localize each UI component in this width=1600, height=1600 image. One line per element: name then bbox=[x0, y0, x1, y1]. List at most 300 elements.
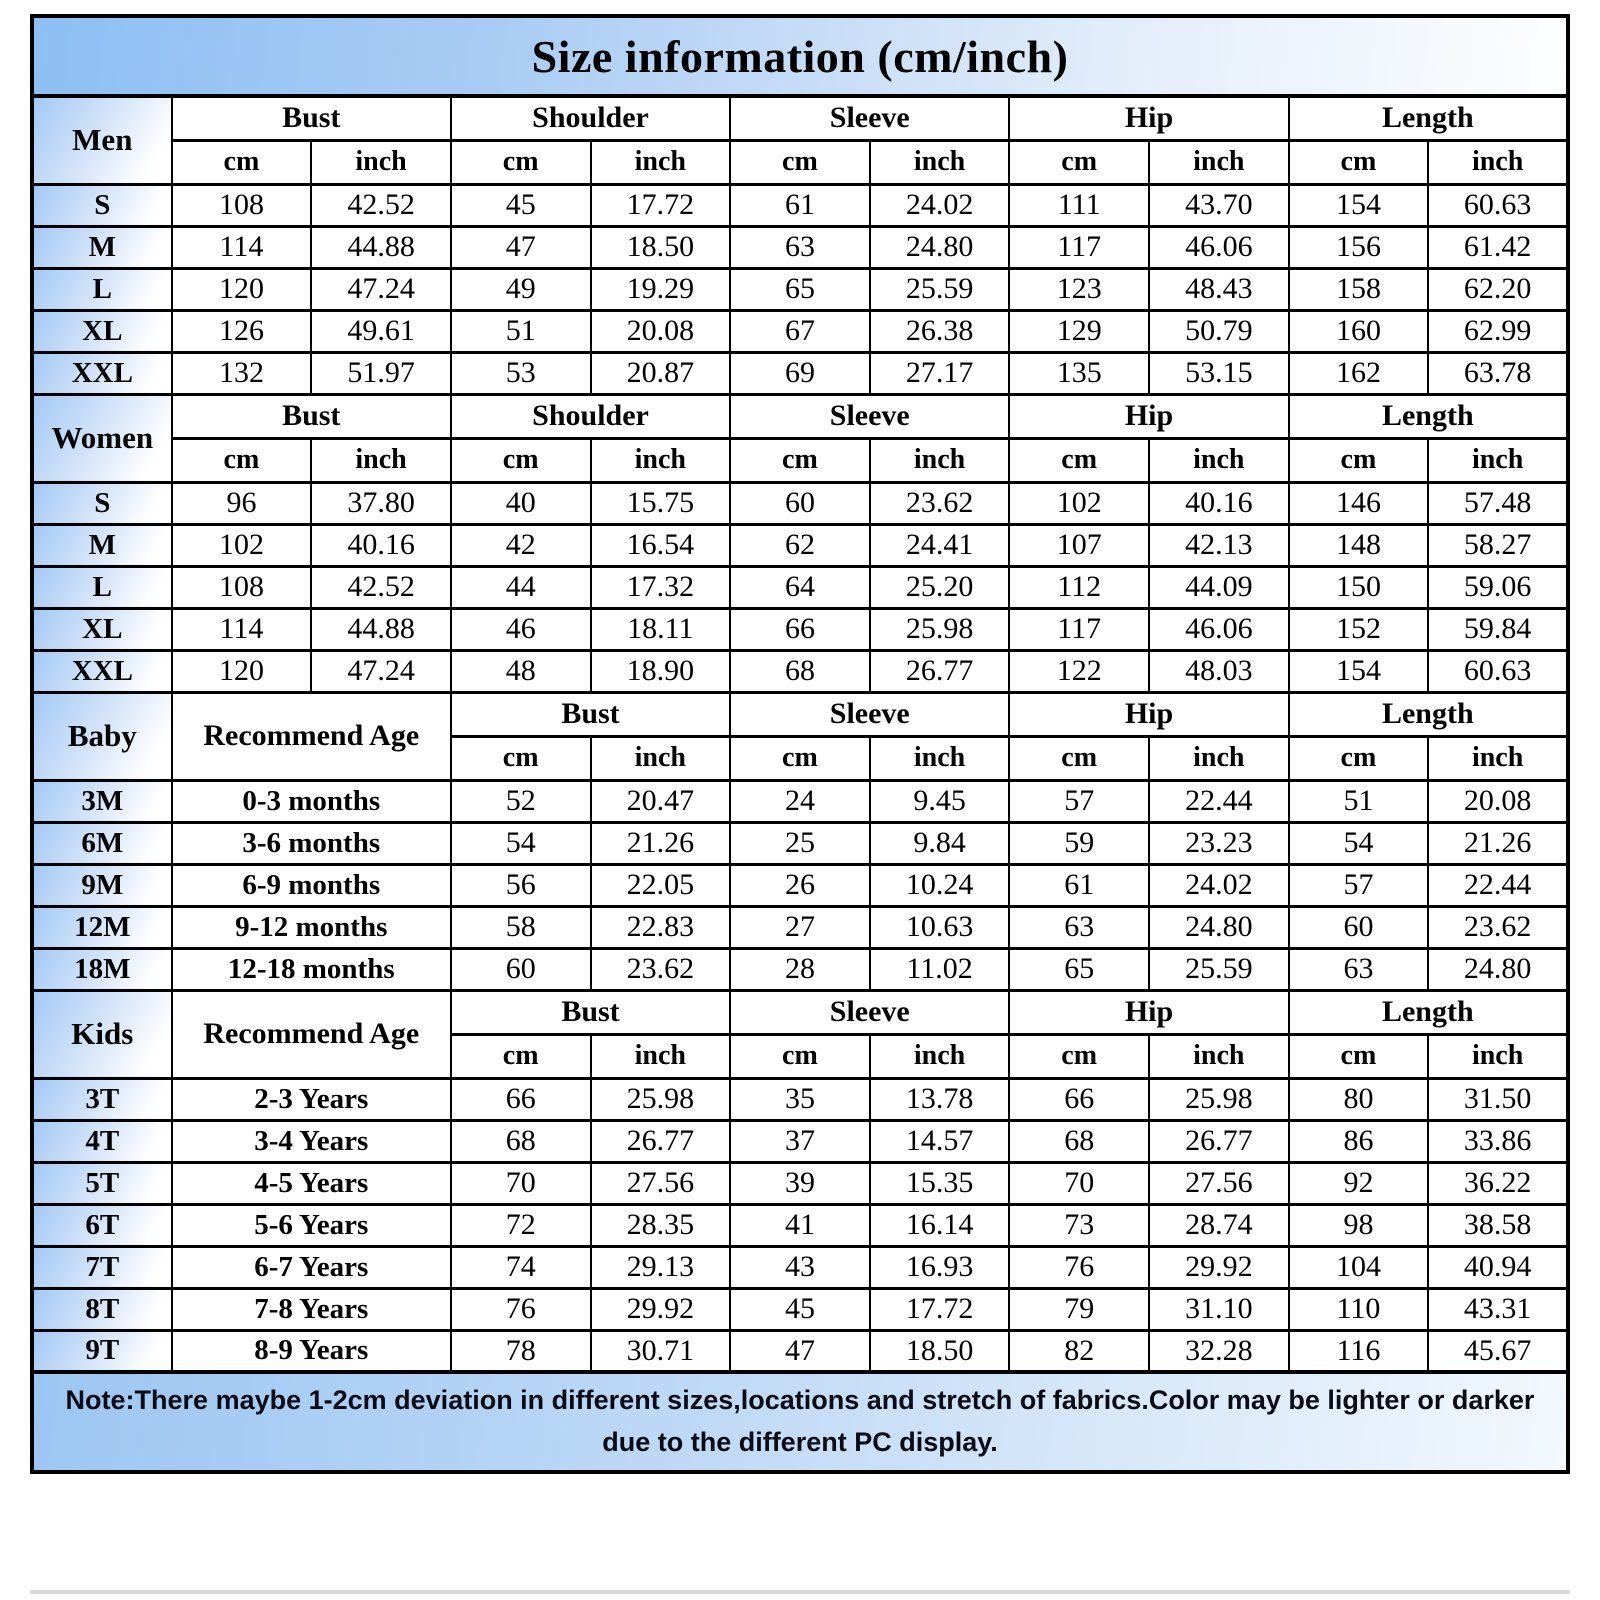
unit-inch-header-women-shoulder: inch bbox=[591, 438, 731, 482]
unit-header-row-women bbox=[32, 438, 1568, 482]
measurement-value: 40.16 bbox=[1149, 482, 1289, 524]
measurement-value: 42 bbox=[451, 524, 591, 566]
measurement-value: 43.31 bbox=[1428, 1288, 1568, 1330]
measurement-value: 42.52 bbox=[311, 184, 451, 226]
size-row-baby-3m bbox=[32, 780, 1568, 822]
unit-cm-header-men-shoulder: cm bbox=[451, 140, 591, 184]
measurement-value: 102 bbox=[1009, 482, 1149, 524]
unit-cm-header-women-sleeve: cm bbox=[730, 438, 870, 482]
measurement-value: 74 bbox=[451, 1246, 591, 1288]
measurement-value: 59.06 bbox=[1428, 566, 1568, 608]
size-row-men-xl bbox=[32, 310, 1568, 352]
measurement-value: 65 bbox=[730, 268, 870, 310]
measurement-value: 120 bbox=[172, 268, 312, 310]
measurement-value: 28.35 bbox=[591, 1204, 731, 1246]
size-row-baby-9m bbox=[32, 864, 1568, 906]
measurement-value: 86 bbox=[1289, 1120, 1429, 1162]
measurement-value: 156 bbox=[1289, 226, 1429, 268]
measurement-value: 44.88 bbox=[311, 608, 451, 650]
measurement-value: 10.24 bbox=[870, 864, 1010, 906]
size-label-kids-7t: 7T bbox=[32, 1246, 172, 1288]
measurement-value: 68 bbox=[451, 1120, 591, 1162]
measurement-value: 20.08 bbox=[1428, 780, 1568, 822]
measurement-value: 25.59 bbox=[870, 268, 1010, 310]
measure-header-women-hip: Hip bbox=[1009, 394, 1288, 438]
measure-header-men-length: Length bbox=[1289, 96, 1568, 140]
size-row-kids-3t bbox=[32, 1078, 1568, 1120]
measurement-value: 60 bbox=[451, 948, 591, 990]
measurement-value: 13.78 bbox=[870, 1078, 1010, 1120]
measurement-value: 63.78 bbox=[1428, 352, 1568, 394]
recommend-age-value: 7-8 Years bbox=[172, 1288, 451, 1330]
unit-cm-header-baby-bust: cm bbox=[451, 736, 591, 780]
measurement-value: 17.72 bbox=[870, 1288, 1010, 1330]
unit-inch-header-women-bust: inch bbox=[311, 438, 451, 482]
measurement-value: 46 bbox=[451, 608, 591, 650]
recommend-age-value: 6-9 months bbox=[172, 864, 451, 906]
measurement-value: 53.15 bbox=[1149, 352, 1289, 394]
unit-header-row-men bbox=[32, 140, 1568, 184]
measurement-value: 25.20 bbox=[870, 566, 1010, 608]
measurement-value: 9.45 bbox=[870, 780, 1010, 822]
size-label-women-s: S bbox=[32, 482, 172, 524]
measure-header-kids-length: Length bbox=[1289, 990, 1568, 1034]
recommend-age-value: 2-3 Years bbox=[172, 1078, 451, 1120]
measurement-value: 63 bbox=[1289, 948, 1429, 990]
measurement-value: 61 bbox=[1009, 864, 1149, 906]
measurement-value: 47.24 bbox=[311, 650, 451, 692]
measurement-value: 16.93 bbox=[870, 1246, 1010, 1288]
measurement-value: 162 bbox=[1289, 352, 1429, 394]
size-label-kids-5t: 5T bbox=[32, 1162, 172, 1204]
measurement-value: 45.67 bbox=[1428, 1330, 1568, 1372]
group-label-baby: Baby bbox=[32, 692, 172, 780]
measurement-value: 23.62 bbox=[1428, 906, 1568, 948]
size-row-men-s bbox=[32, 184, 1568, 226]
measurement-value: 62.20 bbox=[1428, 268, 1568, 310]
measurement-value: 54 bbox=[451, 822, 591, 864]
measurement-value: 28 bbox=[730, 948, 870, 990]
measurement-value: 27.56 bbox=[591, 1162, 731, 1204]
measurement-value: 69 bbox=[730, 352, 870, 394]
group-label-kids: Kids bbox=[32, 990, 172, 1078]
measurement-value: 61 bbox=[730, 184, 870, 226]
measurement-value: 116 bbox=[1289, 1330, 1429, 1372]
measurement-value: 26 bbox=[730, 864, 870, 906]
measurement-value: 14.57 bbox=[870, 1120, 1010, 1162]
measurement-value: 110 bbox=[1289, 1288, 1429, 1330]
unit-inch-header-kids-length: inch bbox=[1428, 1034, 1568, 1078]
measurement-value: 59.84 bbox=[1428, 608, 1568, 650]
recommend-age-value: 4-5 Years bbox=[172, 1162, 451, 1204]
size-label-women-m: M bbox=[32, 524, 172, 566]
measurement-value: 60.63 bbox=[1428, 184, 1568, 226]
measurement-value: 120 bbox=[172, 650, 312, 692]
unit-cm-header-women-length: cm bbox=[1289, 438, 1429, 482]
size-label-kids-9t: 9T bbox=[32, 1330, 172, 1372]
measurement-value: 49.61 bbox=[311, 310, 451, 352]
measurement-value: 21.26 bbox=[591, 822, 731, 864]
measurement-value: 52 bbox=[451, 780, 591, 822]
measurement-value: 25.98 bbox=[591, 1078, 731, 1120]
unit-inch-header-men-hip: inch bbox=[1149, 140, 1289, 184]
measurement-value: 24 bbox=[730, 780, 870, 822]
measurement-value: 57 bbox=[1009, 780, 1149, 822]
measurement-value: 112 bbox=[1009, 566, 1149, 608]
size-label-kids-4t: 4T bbox=[32, 1120, 172, 1162]
measurement-value: 60.63 bbox=[1428, 650, 1568, 692]
measurement-value: 48.43 bbox=[1149, 268, 1289, 310]
measurement-value: 114 bbox=[172, 608, 312, 650]
measurement-value: 102 bbox=[172, 524, 312, 566]
measurement-value: 27.56 bbox=[1149, 1162, 1289, 1204]
measurement-value: 30.71 bbox=[591, 1330, 731, 1372]
unit-inch-header-baby-length: inch bbox=[1428, 736, 1568, 780]
measurement-value: 60 bbox=[1289, 906, 1429, 948]
size-label-baby-6m: 6M bbox=[32, 822, 172, 864]
measurement-value: 46.06 bbox=[1149, 608, 1289, 650]
measurement-value: 126 bbox=[172, 310, 312, 352]
measurement-value: 62.99 bbox=[1428, 310, 1568, 352]
measurement-value: 56 bbox=[451, 864, 591, 906]
size-row-women-m bbox=[32, 524, 1568, 566]
measurement-value: 63 bbox=[1009, 906, 1149, 948]
size-label-baby-12m: 12M bbox=[32, 906, 172, 948]
measurement-value: 48 bbox=[451, 650, 591, 692]
unit-cm-header-men-length: cm bbox=[1289, 140, 1429, 184]
size-label-men-m: M bbox=[32, 226, 172, 268]
size-row-baby-6m bbox=[32, 822, 1568, 864]
measurement-value: 31.10 bbox=[1149, 1288, 1289, 1330]
measurement-value: 108 bbox=[172, 184, 312, 226]
measurement-value: 15.75 bbox=[591, 482, 731, 524]
unit-inch-header-women-sleeve: inch bbox=[870, 438, 1010, 482]
size-row-kids-5t bbox=[32, 1162, 1568, 1204]
measurement-value: 18.90 bbox=[591, 650, 731, 692]
unit-cm-header-kids-length: cm bbox=[1289, 1034, 1429, 1078]
size-label-baby-18m: 18M bbox=[32, 948, 172, 990]
measurement-value: 29.92 bbox=[591, 1288, 731, 1330]
measurement-value: 20.47 bbox=[591, 780, 731, 822]
size-row-kids-7t bbox=[32, 1246, 1568, 1288]
measurement-value: 82 bbox=[1009, 1330, 1149, 1372]
size-row-men-xxl bbox=[32, 352, 1568, 394]
recommend-age-value: 3-6 months bbox=[172, 822, 451, 864]
measurement-value: 16.54 bbox=[591, 524, 731, 566]
measurement-value: 76 bbox=[1009, 1246, 1149, 1288]
measurement-value: 51 bbox=[1289, 780, 1429, 822]
unit-cm-header-women-hip: cm bbox=[1009, 438, 1149, 482]
unit-inch-header-women-hip: inch bbox=[1149, 438, 1289, 482]
unit-cm-header-women-shoulder: cm bbox=[451, 438, 591, 482]
size-row-kids-9t bbox=[32, 1330, 1568, 1372]
unit-cm-header-men-sleeve: cm bbox=[730, 140, 870, 184]
group-label-women: Women bbox=[32, 394, 172, 482]
measurement-value: 18.11 bbox=[591, 608, 731, 650]
size-label-men-xxl: XXL bbox=[32, 352, 172, 394]
measurement-value: 96 bbox=[172, 482, 312, 524]
measurement-value: 29.13 bbox=[591, 1246, 731, 1288]
measurement-value: 16.14 bbox=[870, 1204, 1010, 1246]
measurement-value: 17.72 bbox=[591, 184, 731, 226]
measurement-value: 61.42 bbox=[1428, 226, 1568, 268]
measurement-value: 48.03 bbox=[1149, 650, 1289, 692]
measurement-value: 98 bbox=[1289, 1204, 1429, 1246]
measurement-value: 37.80 bbox=[311, 482, 451, 524]
measurement-value: 24.80 bbox=[1149, 906, 1289, 948]
measurement-value: 44 bbox=[451, 566, 591, 608]
measure-header-kids-sleeve: Sleeve bbox=[730, 990, 1009, 1034]
measure-header-men-sleeve: Sleeve bbox=[730, 96, 1009, 140]
measure-header-kids-hip: Hip bbox=[1009, 990, 1288, 1034]
page-title: Size information (cm/inch) bbox=[32, 16, 1568, 96]
measurement-value: 92 bbox=[1289, 1162, 1429, 1204]
measurement-value: 47 bbox=[730, 1330, 870, 1372]
measurement-value: 46.06 bbox=[1149, 226, 1289, 268]
size-row-kids-4t bbox=[32, 1120, 1568, 1162]
measurement-value: 23.62 bbox=[591, 948, 731, 990]
unit-cm-header-baby-sleeve: cm bbox=[730, 736, 870, 780]
measurement-value: 40.16 bbox=[311, 524, 451, 566]
measurement-value: 51 bbox=[451, 310, 591, 352]
measurement-value: 78 bbox=[451, 1330, 591, 1372]
unit-cm-header-women-bust: cm bbox=[172, 438, 312, 482]
measurement-value: 150 bbox=[1289, 566, 1429, 608]
unit-cm-header-kids-bust: cm bbox=[451, 1034, 591, 1078]
measurement-value: 111 bbox=[1009, 184, 1149, 226]
measurement-value: 104 bbox=[1289, 1246, 1429, 1288]
measurement-value: 50.79 bbox=[1149, 310, 1289, 352]
measurement-value: 42.13 bbox=[1149, 524, 1289, 566]
measurement-value: 26.77 bbox=[591, 1120, 731, 1162]
measurement-value: 67 bbox=[730, 310, 870, 352]
measurement-value: 24.80 bbox=[870, 226, 1010, 268]
measurement-value: 39 bbox=[730, 1162, 870, 1204]
measurement-value: 43 bbox=[730, 1246, 870, 1288]
measurement-value: 45 bbox=[730, 1288, 870, 1330]
size-label-baby-3m: 3M bbox=[32, 780, 172, 822]
measurement-value: 107 bbox=[1009, 524, 1149, 566]
measurement-value: 68 bbox=[1009, 1120, 1149, 1162]
measurement-value: 20.08 bbox=[591, 310, 731, 352]
measurement-value: 73 bbox=[1009, 1204, 1149, 1246]
measurement-value: 31.50 bbox=[1428, 1078, 1568, 1120]
measurement-value: 18.50 bbox=[870, 1330, 1010, 1372]
unit-inch-header-women-length: inch bbox=[1428, 438, 1568, 482]
size-row-kids-6t bbox=[32, 1204, 1568, 1246]
measurement-value: 17.32 bbox=[591, 566, 731, 608]
measurement-value: 29.92 bbox=[1149, 1246, 1289, 1288]
size-label-women-l: L bbox=[32, 566, 172, 608]
measurement-value: 152 bbox=[1289, 608, 1429, 650]
unit-cm-header-baby-hip: cm bbox=[1009, 736, 1149, 780]
measurement-value: 33.86 bbox=[1428, 1120, 1568, 1162]
measure-header-women-length: Length bbox=[1289, 394, 1568, 438]
measurement-value: 47.24 bbox=[311, 268, 451, 310]
measurement-value: 26.77 bbox=[870, 650, 1010, 692]
recommend-age-value: 9-12 months bbox=[172, 906, 451, 948]
measurement-value: 62 bbox=[730, 524, 870, 566]
size-row-baby-12m bbox=[32, 906, 1568, 948]
measurement-value: 60 bbox=[730, 482, 870, 524]
measurement-value: 160 bbox=[1289, 310, 1429, 352]
measurement-value: 37 bbox=[730, 1120, 870, 1162]
recommend-age-header-kids: Recommend Age bbox=[172, 990, 451, 1078]
measurement-value: 117 bbox=[1009, 226, 1149, 268]
recommend-age-value: 8-9 Years bbox=[172, 1330, 451, 1372]
measurement-value: 66 bbox=[1009, 1078, 1149, 1120]
note-row bbox=[32, 1372, 1568, 1472]
measurement-value: 80 bbox=[1289, 1078, 1429, 1120]
size-label-baby-9m: 9M bbox=[32, 864, 172, 906]
measurement-value: 148 bbox=[1289, 524, 1429, 566]
measurement-value: 32.28 bbox=[1149, 1330, 1289, 1372]
section-header-row-kids bbox=[32, 990, 1568, 1034]
measurement-value: 22.44 bbox=[1149, 780, 1289, 822]
recommend-age-value: 6-7 Years bbox=[172, 1246, 451, 1288]
measurement-value: 22.05 bbox=[591, 864, 731, 906]
recommend-age-value: 3-4 Years bbox=[172, 1120, 451, 1162]
unit-cm-header-kids-hip: cm bbox=[1009, 1034, 1149, 1078]
size-label-women-xxl: XXL bbox=[32, 650, 172, 692]
measurement-value: 42.52 bbox=[311, 566, 451, 608]
unit-inch-header-men-sleeve: inch bbox=[870, 140, 1010, 184]
size-label-kids-3t: 3T bbox=[32, 1078, 172, 1120]
measurement-value: 26.38 bbox=[870, 310, 1010, 352]
measure-header-women-shoulder: Shoulder bbox=[451, 394, 730, 438]
measurement-value: 41 bbox=[730, 1204, 870, 1246]
measurement-value: 9.84 bbox=[870, 822, 1010, 864]
measure-header-men-bust: Bust bbox=[172, 96, 451, 140]
measurement-value: 10.63 bbox=[870, 906, 1010, 948]
unit-inch-header-men-bust: inch bbox=[311, 140, 451, 184]
size-label-women-xl: XL bbox=[32, 608, 172, 650]
measurement-value: 135 bbox=[1009, 352, 1149, 394]
measurement-value: 114 bbox=[172, 226, 312, 268]
measurement-value: 23.23 bbox=[1149, 822, 1289, 864]
recommend-age-value: 5-6 Years bbox=[172, 1204, 451, 1246]
size-row-baby-18m bbox=[32, 948, 1568, 990]
measurement-value: 70 bbox=[1009, 1162, 1149, 1204]
measure-header-baby-sleeve: Sleeve bbox=[730, 692, 1009, 736]
measure-header-women-sleeve: Sleeve bbox=[730, 394, 1009, 438]
measure-header-baby-bust: Bust bbox=[451, 692, 730, 736]
measure-header-kids-bust: Bust bbox=[451, 990, 730, 1034]
measurement-value: 44.88 bbox=[311, 226, 451, 268]
measurement-value: 22.44 bbox=[1428, 864, 1568, 906]
measurement-value: 72 bbox=[451, 1204, 591, 1246]
unit-cm-header-kids-sleeve: cm bbox=[730, 1034, 870, 1078]
measurement-value: 154 bbox=[1289, 650, 1429, 692]
unit-cm-header-men-bust: cm bbox=[172, 140, 312, 184]
measurement-value: 24.80 bbox=[1428, 948, 1568, 990]
size-label-kids-8t: 8T bbox=[32, 1288, 172, 1330]
measurement-value: 27.17 bbox=[870, 352, 1010, 394]
measurement-value: 11.02 bbox=[870, 948, 1010, 990]
measurement-value: 108 bbox=[172, 566, 312, 608]
measurement-value: 45 bbox=[451, 184, 591, 226]
measurement-value: 51.97 bbox=[311, 352, 451, 394]
measurement-value: 66 bbox=[730, 608, 870, 650]
section-header-row-men bbox=[32, 96, 1568, 140]
measurement-value: 24.02 bbox=[1149, 864, 1289, 906]
measurement-value: 47 bbox=[451, 226, 591, 268]
recommend-age-header-baby: Recommend Age bbox=[172, 692, 451, 780]
measurement-value: 22.83 bbox=[591, 906, 731, 948]
measurement-value: 27 bbox=[730, 906, 870, 948]
measure-header-baby-hip: Hip bbox=[1009, 692, 1288, 736]
measurement-value: 59 bbox=[1009, 822, 1149, 864]
size-label-men-l: L bbox=[32, 268, 172, 310]
measurement-value: 63 bbox=[730, 226, 870, 268]
size-row-men-m bbox=[32, 226, 1568, 268]
unit-inch-header-kids-bust: inch bbox=[591, 1034, 731, 1078]
measurement-value: 36.22 bbox=[1428, 1162, 1568, 1204]
measurement-value: 68 bbox=[730, 650, 870, 692]
measurement-value: 21.26 bbox=[1428, 822, 1568, 864]
measurement-value: 66 bbox=[451, 1078, 591, 1120]
unit-inch-header-kids-sleeve: inch bbox=[870, 1034, 1010, 1078]
measurement-value: 25 bbox=[730, 822, 870, 864]
measurement-value: 58 bbox=[451, 906, 591, 948]
size-label-men-s: S bbox=[32, 184, 172, 226]
measure-header-men-shoulder: Shoulder bbox=[451, 96, 730, 140]
measurement-value: 35 bbox=[730, 1078, 870, 1120]
measurement-value: 54 bbox=[1289, 822, 1429, 864]
measurement-value: 70 bbox=[451, 1162, 591, 1204]
recommend-age-value: 12-18 months bbox=[172, 948, 451, 990]
measurement-value: 28.74 bbox=[1149, 1204, 1289, 1246]
unit-cm-header-men-hip: cm bbox=[1009, 140, 1149, 184]
measurement-value: 76 bbox=[451, 1288, 591, 1330]
measurement-value: 57 bbox=[1289, 864, 1429, 906]
size-label-kids-6t: 6T bbox=[32, 1204, 172, 1246]
measurement-value: 53 bbox=[451, 352, 591, 394]
measurement-value: 15.35 bbox=[870, 1162, 1010, 1204]
measurement-value: 57.48 bbox=[1428, 482, 1568, 524]
measurement-value: 24.02 bbox=[870, 184, 1010, 226]
unit-inch-header-baby-hip: inch bbox=[1149, 736, 1289, 780]
measurement-value: 19.29 bbox=[591, 268, 731, 310]
size-row-kids-8t bbox=[32, 1288, 1568, 1330]
measurement-value: 25.59 bbox=[1149, 948, 1289, 990]
measurement-value: 79 bbox=[1009, 1288, 1149, 1330]
unit-inch-header-baby-sleeve: inch bbox=[870, 736, 1010, 780]
measurement-value: 123 bbox=[1009, 268, 1149, 310]
measurement-value: 38.58 bbox=[1428, 1204, 1568, 1246]
size-label-men-xl: XL bbox=[32, 310, 172, 352]
measure-header-men-hip: Hip bbox=[1009, 96, 1288, 140]
size-row-women-s bbox=[32, 482, 1568, 524]
group-label-men: Men bbox=[32, 96, 172, 184]
unit-inch-header-men-shoulder: inch bbox=[591, 140, 731, 184]
measurement-value: 146 bbox=[1289, 482, 1429, 524]
measurement-value: 129 bbox=[1009, 310, 1149, 352]
measurement-value: 25.98 bbox=[870, 608, 1010, 650]
section-header-row-women bbox=[32, 394, 1568, 438]
measurement-value: 24.41 bbox=[870, 524, 1010, 566]
title-row bbox=[32, 16, 1568, 96]
measurement-value: 132 bbox=[172, 352, 312, 394]
note-text: Note:There maybe 1-2cm deviation in different sizes,locations and stretch of fabrics.Color may be lighter or darker due to the different PC display. bbox=[32, 1372, 1568, 1472]
unit-inch-header-kids-hip: inch bbox=[1149, 1034, 1289, 1078]
measurement-value: 40 bbox=[451, 482, 591, 524]
bottom-divider bbox=[30, 1590, 1570, 1594]
measurement-value: 122 bbox=[1009, 650, 1149, 692]
measurement-value: 26.77 bbox=[1149, 1120, 1289, 1162]
measurement-value: 158 bbox=[1289, 268, 1429, 310]
recommend-age-value: 0-3 months bbox=[172, 780, 451, 822]
